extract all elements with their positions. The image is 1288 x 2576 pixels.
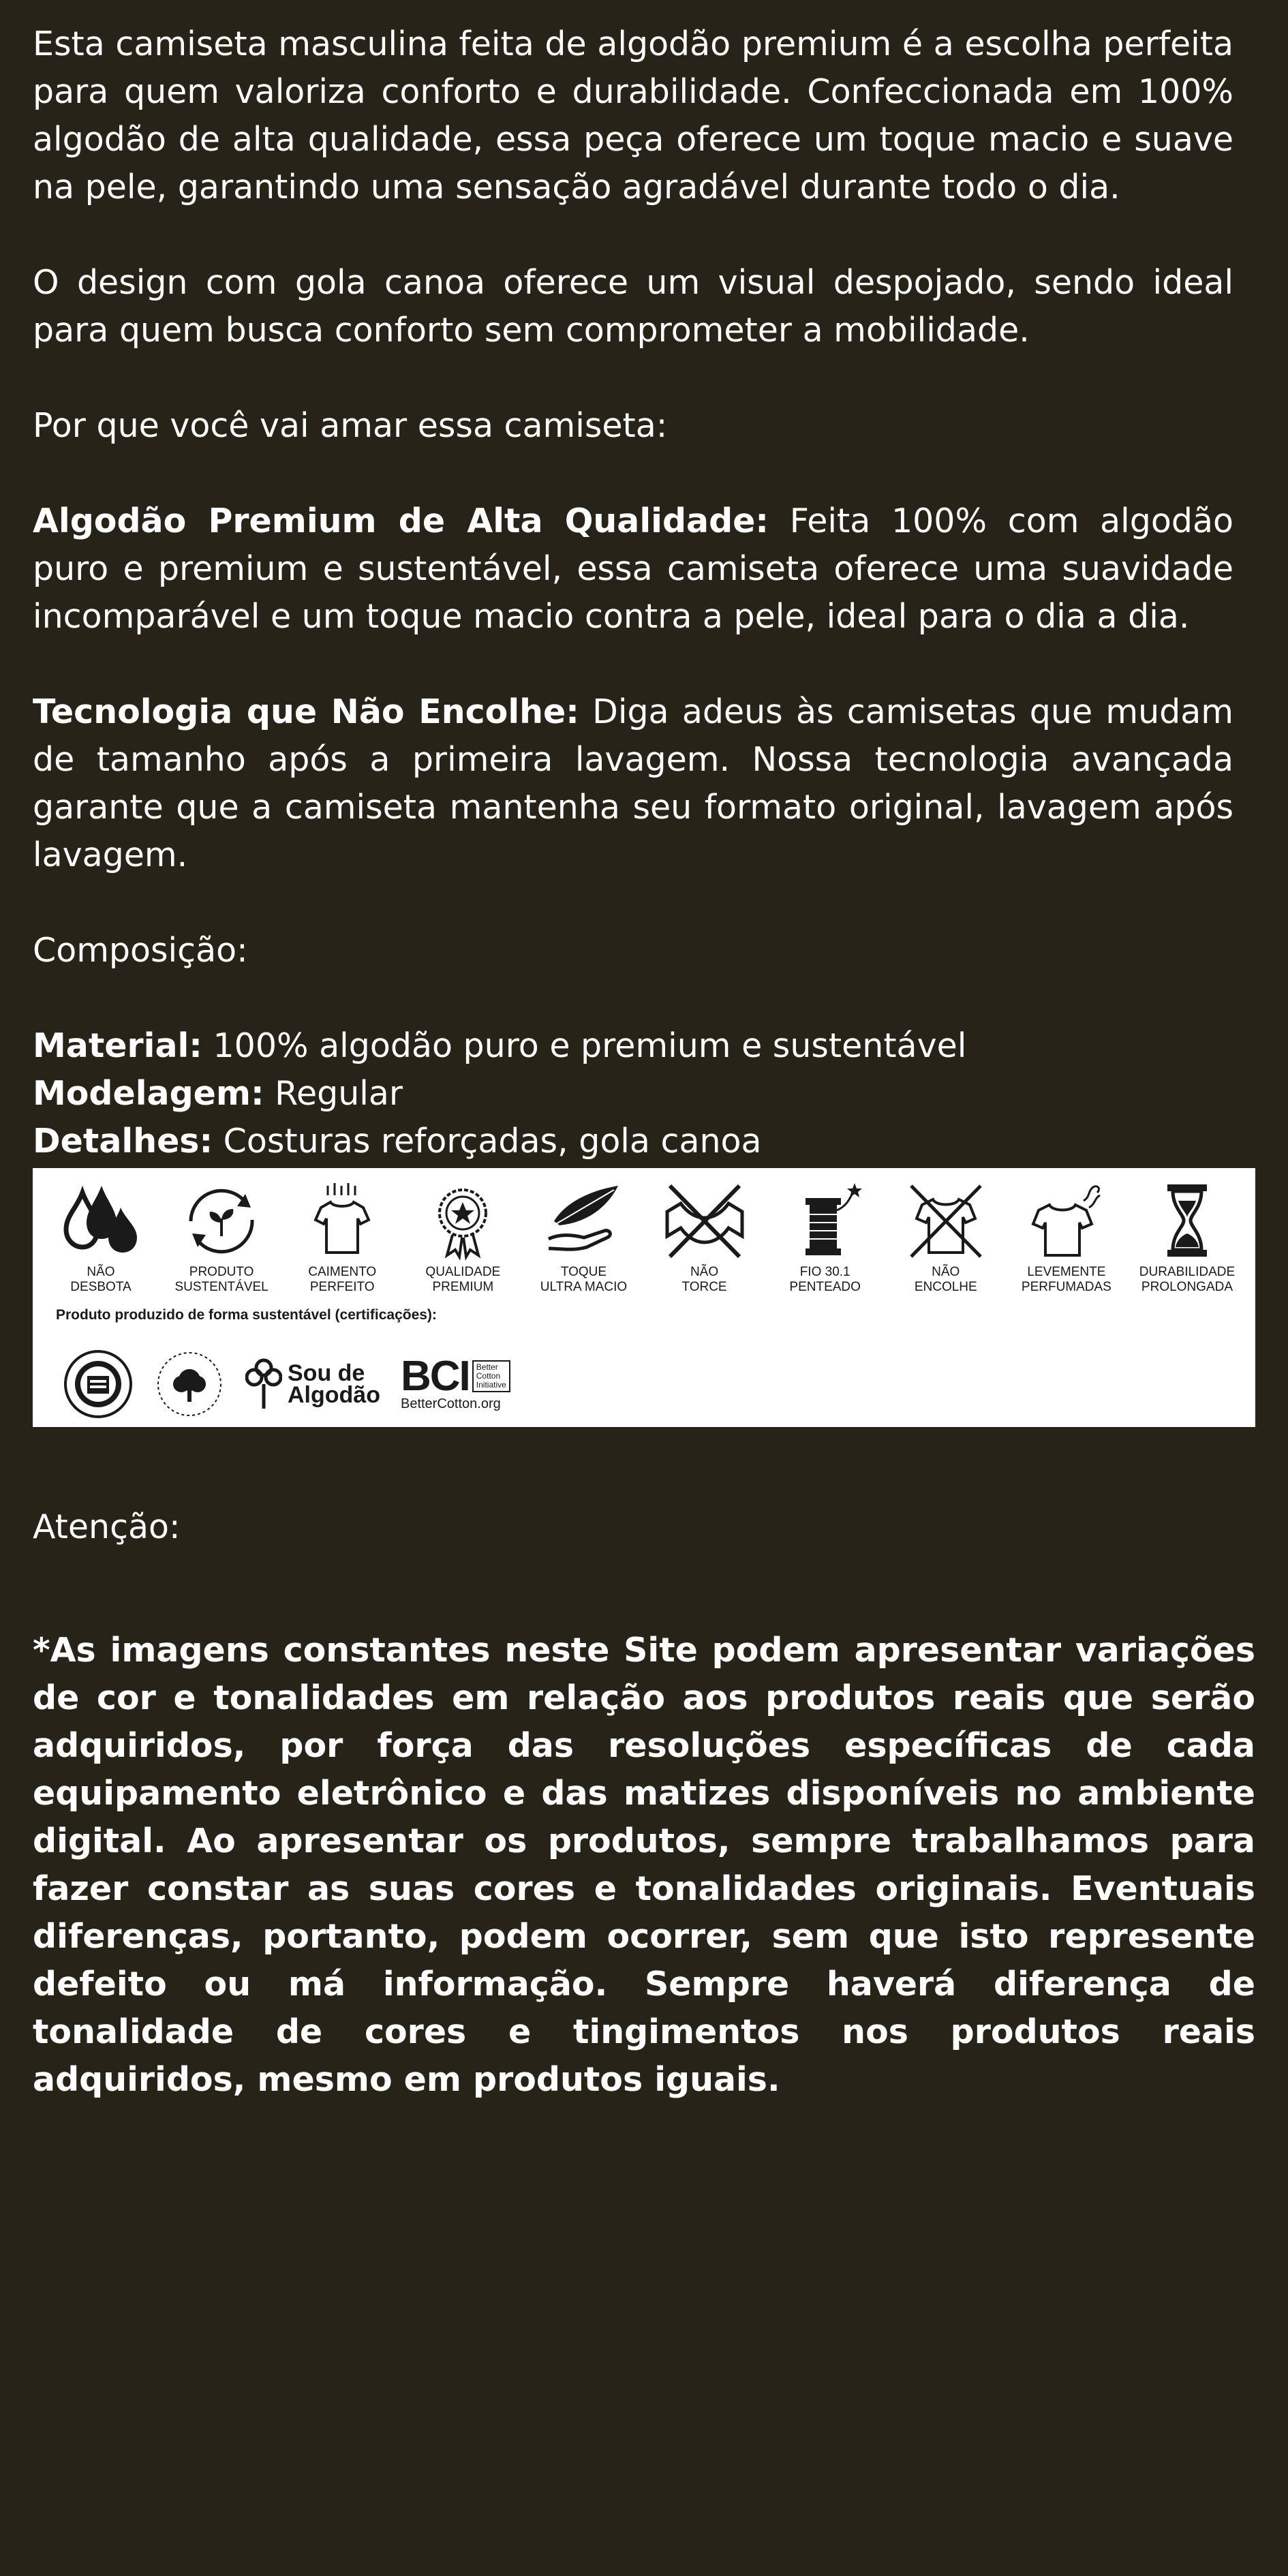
badge-label: FIO 30.1 PENTEADO <box>789 1265 861 1294</box>
product-description <box>33 20 1233 1213</box>
feature-no-shrink-title: Tecnologia que Não Encolhe: <box>33 692 579 731</box>
bci-logo-text: BCI <box>400 1352 470 1400</box>
tshirt-fit-icon <box>298 1180 386 1261</box>
certifications-title: Produto produzido de forma sustentável (certificações): <box>56 1307 437 1323</box>
badge-label: PRODUTO SUSTENTÁVEL <box>174 1265 269 1294</box>
badge-label: NÃO DESBOTA <box>70 1265 132 1294</box>
no-twist-icon <box>660 1180 749 1261</box>
malha-nacional-seal-icon <box>154 1349 225 1420</box>
bci-url: BetterCotton.org <box>400 1396 501 1411</box>
malha-nacional-seal <box>154 1349 225 1420</box>
badge-durabilidade-prolongada <box>1133 1180 1242 1303</box>
algodao-text: Algodão <box>288 1382 380 1408</box>
badge-levemente-perfumadas <box>1012 1180 1121 1303</box>
spec-material <box>33 1022 1233 1070</box>
color-disclaimer: *As imagens constantes neste Site podem apresentar variações de cor e tonalidades em relação aos produtos reais que serão adquiridos, por força das resoluções específicas de cada equipamento eletrônico e das matizes disponíveis no ambiente digital. Ao apresentar os produtos, sempre trabalhamos para fazer constar as suas cores e tonalidades originais. Eventuais diferenças, portanto, podem ocorrer, sem que isto represente defeito ou má informação. Sempre haverá diferença de tonalidade de cores e tingimentos nos produtos reais adquiridos, mesmo em produtos iguais. <box>33 1631 1255 2099</box>
spec-material-value: 100% algodão puro e premium e sustentável <box>202 1026 967 1065</box>
feature-premium-cotton-text: Feita 100% com algodão puro e premium e sustentável, essa camiseta oferece uma suavidade incomparável e um toque macio contra a pele, ideal para o dia a dia. <box>33 502 1233 636</box>
quality-rosette-icon <box>418 1180 507 1261</box>
sou-de-text: Sou de <box>288 1360 365 1386</box>
feature-no-shrink <box>33 688 1233 879</box>
spec-details-label: Detalhes: <box>33 1122 213 1161</box>
bci-logo <box>400 1352 510 1412</box>
recycle-sprout-icon <box>177 1180 266 1261</box>
badge-label: CAIMENTO PERFEITO <box>308 1265 377 1294</box>
badge-toque-ultra-macio <box>529 1180 638 1303</box>
perfumed-shirt-icon <box>1022 1180 1111 1261</box>
no-shrink-icon <box>902 1180 990 1261</box>
features-badge-banner <box>33 1168 1255 1427</box>
hourglass-icon <box>1143 1180 1231 1261</box>
badge-produto-sustentavel <box>167 1180 276 1303</box>
badge-label: NÃO TORCE <box>681 1265 727 1294</box>
feather-hand-icon <box>539 1180 628 1261</box>
spec-fit <box>33 1070 1233 1118</box>
badge-qualidade-premium <box>408 1180 517 1303</box>
spec-fit-label: Modelagem: <box>33 1074 264 1113</box>
badge-label: QUALIDADE PREMIUM <box>425 1265 501 1294</box>
bci-initiative-box: Better Cotton Initiative <box>472 1360 510 1392</box>
badge-fio-penteado <box>771 1180 880 1303</box>
badge-caimento-perfeito <box>288 1180 397 1303</box>
spec-fit-value: Regular <box>264 1074 403 1113</box>
design-paragraph: O design com gola canoa oferece um visual despojado, sendo ideal para quem busca conforto sem comprometer a mobilidade. <box>33 263 1233 350</box>
composition-specs <box>33 1022 1233 1165</box>
badge-label: DURABILIDADE PROLONGADA <box>1139 1265 1236 1294</box>
badge-nao-encolhe <box>891 1180 1000 1303</box>
composition-heading: Composição: <box>33 931 248 970</box>
badge-label: NÃO ENCOLHE <box>914 1265 977 1294</box>
certifications-row <box>63 1347 531 1422</box>
cotton-flower-icon <box>245 1357 282 1411</box>
badge-row <box>46 1180 1242 1303</box>
abvtex-seal <box>63 1349 134 1420</box>
abvtex-seal-icon <box>63 1349 134 1420</box>
drops-icon <box>57 1180 145 1261</box>
badge-label: TOQUE ULTRA MACIO <box>540 1265 628 1294</box>
feature-premium-cotton-title: Algodão Premium de Alta Qualidade: <box>33 502 769 540</box>
attention-heading: Atenção: <box>33 1507 181 1546</box>
badge-nao-torce <box>650 1180 759 1303</box>
thread-spool-icon <box>781 1180 870 1261</box>
feature-no-shrink-text: Diga adeus às camisetas que mudam de tamanho após a primeira lavagem. Nossa tecnologia avançada garante que a camiseta mantenha seu formato original, lavagem após lavagem. <box>33 692 1233 874</box>
sou-de-algodao-logo <box>245 1357 380 1411</box>
spec-material-label: Material: <box>33 1026 202 1065</box>
why-heading: Por que você vai amar essa camiseta: <box>33 406 668 445</box>
spec-details <box>33 1118 1233 1165</box>
badge-label: LEVEMENTE PERFUMADAS <box>1021 1265 1111 1294</box>
intro-paragraph: Esta camiseta masculina feita de algodão premium é a escolha perfeita para quem valoriza conforto e durabilidade. Confeccionada em 100% algodão de alta qualidade, essa peça oferece um toque macio e suave na pele, garantindo uma sensação agradável durante todo o dia. <box>33 25 1233 206</box>
spec-details-value: Costuras reforçadas, gola canoa <box>213 1122 762 1161</box>
feature-premium-cotton <box>33 497 1233 641</box>
badge-nao-desbota <box>46 1180 155 1303</box>
